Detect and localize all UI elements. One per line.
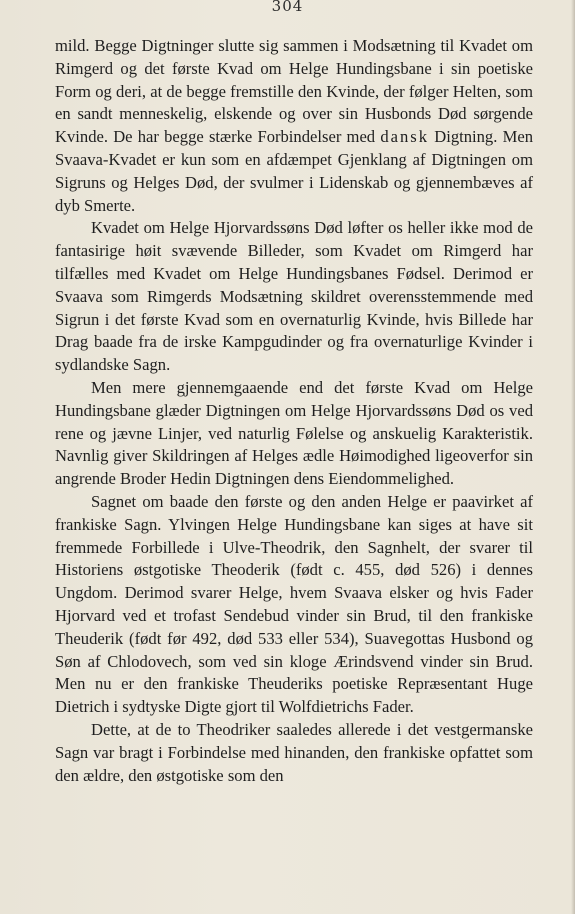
paragraph-2 — [55, 217, 533, 377]
paragraph-4-text: Sagnet om baade den første og den anden Helge er paavirket af frankiske Sagn. Ylvingen Helge Hundingsbane kan siges at have sit fremmede Forbillede i Ulve-Theodrik, den Sagnhelt, der svarer til Historiens østgotiske Theoderik (født c. 455, død 526) i dennes Ungdom. Derimod svarer Helge, hvem Svaava elsker og hvis Fader Hjorvard ved et trofast Sendebud vinder sin Brud, til den frankiske Theuderik (født før 492, død 533 eller 534), Suavegottas Husbond og Søn af Chlodovech, som ved sin kloge Ærindsvend vinder sin Brud. Men nu er den frankiske Theuderiks poetiske Repræsentant Huge Dietrich i sydtyske Digte gjort til Wolfdietrichs Fader. — [55, 491, 533, 717]
paragraph-3-text: Men mere gjennemgaaende end det første Kvad om Helge Hundingsbane glæder Digtningen om Helge Hjorvardssøns Død os ved rene og jævne Linjer, ved naturlig Følelse og anskuelig Karakteristik. Navnlig giver Skildringen af Helges ædle Høimodighed ligeoverfor sin angrende Broder Hedin Digtningen dens Eiendommelighed. — [55, 377, 533, 489]
paragraph-1-text-a: mild. Begge Digtninger slutte sig sammen i Modsætning til Kvadet om Rimgerd og det første Kvad om Helge Hundingsbane i sin poetiske Form og deri, at de begge fremstille den Kvinde, der følger Helten, som en sandt menneskelig, elskende og over sin Husbonds Død sørgende Kvinde. De har begge stærke Forbindelser med — [55, 36, 533, 147]
body-text — [55, 35, 533, 787]
paragraph-5-text: Dette, at de to Theodriker saaledes allerede i det vestgermanske Sagn var bragt i Forbindelse med hinanden, den frankiske opfattet som den ældre, den østgotiske som den — [55, 719, 533, 785]
page-number: 304 — [271, 0, 304, 15]
paragraph-1 — [55, 35, 533, 217]
page-edge-shadow — [571, 0, 575, 914]
paragraph-4 — [55, 491, 533, 719]
paragraph-3 — [55, 377, 533, 491]
paragraph-1-text-b: Digtning. Men Svaava-Kvadet er kun som en afdæmpet Gjenklang af Digtningen om Sigruns og Helges Død, der svulmer i Lidenskab og gjennembæves af dyb Smerte. — [55, 127, 533, 215]
paragraph-5 — [55, 719, 533, 787]
paragraph-2-text: Kvadet om Helge Hjorvardssøns Død løfter os heller ikke mod de fantasirige høit svævende Billeder, som Kvadet om Rimgerd har tilfælles med Kvadet om Helge Hundingsbanes Fødsel. Derimod er Svaava som Rimgerds Modsætning skildret overensstemmende med Sigrun i det første Kvad som en overnaturlig Kvinde, hvis Billede har Drag baade fra de irske Kampgudinder og fra overnaturlige Kvinder i sydlandske Sagn. — [55, 218, 533, 375]
paragraph-1-spaced-word: dansk — [380, 127, 430, 147]
